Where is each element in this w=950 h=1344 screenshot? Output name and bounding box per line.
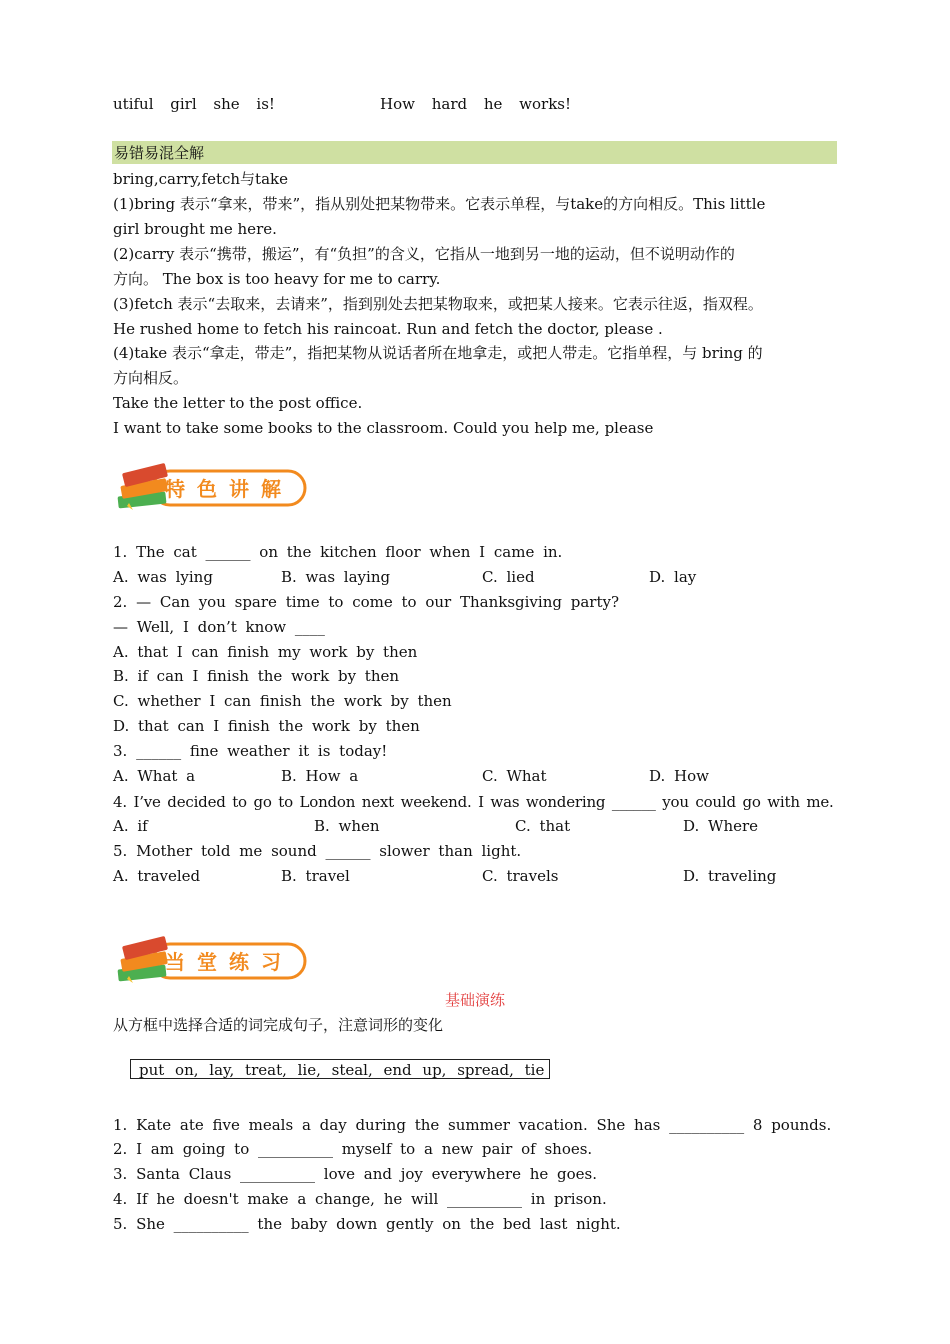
- question-3: 3. ______ fine weather it is today!: [113, 742, 388, 760]
- explanation-line: I want to take some books to the classroom. Could you help me, please: [113, 419, 654, 437]
- explanation-line: 方向相反。: [113, 369, 189, 387]
- explanation-line: (4)take 表示“拿走，带走”，指把某物从说话者所在地拿走，或把人带走。它指单程，与 bring 的: [113, 344, 763, 362]
- option-b: B. travel: [281, 867, 350, 885]
- option-b: B. was laying: [281, 568, 391, 586]
- question-5: 5. Mother told me sound ______ slower than light.: [113, 842, 522, 860]
- option-a: A. traveled: [113, 867, 201, 885]
- question-2: 2. — Can you spare time to come to our Thanksgiving party?: [113, 593, 619, 611]
- option-c: C. What: [482, 767, 547, 785]
- practice-badge: [113, 933, 313, 989]
- option-c: C. whether I can finish the work by then: [113, 692, 452, 710]
- option-d: D. lay: [649, 568, 697, 586]
- explanation-line: (2)carry 表示“携带，搬运”，有“负担”的含义，它指从一地到另一地的运动，但不说明动作的: [113, 245, 735, 263]
- practice-item: 2. I am going to __________ myself to a new pair of shoes.: [113, 1140, 593, 1158]
- practice-item: 4. If he doesn't make a change, he will __________ in prison.: [113, 1190, 607, 1208]
- option-d: D. Where: [683, 817, 759, 835]
- feature-badge: [113, 460, 313, 516]
- section-header: [112, 141, 837, 164]
- option-a: A. was lying: [113, 568, 213, 586]
- explanation-line: girl brought me here.: [113, 220, 277, 238]
- question-1: 1. The cat ______ on the kitchen floor when I came in.: [113, 543, 563, 561]
- option-b: B. when: [314, 817, 380, 835]
- topic-line: bring,carry,fetch与take: [113, 170, 288, 188]
- option-d: D. that can I finish the work by then: [113, 717, 420, 735]
- top-line-right: How hard he works!: [380, 95, 572, 113]
- section-header-text: 易错易混全解: [114, 144, 205, 162]
- badge-text: 特色讲解: [165, 477, 293, 501]
- explanation-line: Take the letter to the post office.: [113, 394, 363, 412]
- option-d: D. How: [649, 767, 709, 785]
- badge-text: 当堂练习: [165, 950, 293, 974]
- option-a: A. if: [113, 817, 148, 835]
- option-a: A. What a: [113, 767, 196, 785]
- practice-item: 5. She __________ the baby down gently on the bed last night.: [113, 1215, 621, 1233]
- practice-instruction: 从方框中选择合适的词完成句子，注意词形的变化: [113, 1016, 444, 1034]
- explanation-line: He rushed home to fetch his raincoat. Run and fetch the doctor, please .: [113, 320, 663, 338]
- word-box: put on, lay, treat, lie, steal, end up, spread, tie: [130, 1059, 550, 1079]
- question-4: 4. I’ve decided to go to London next weekend. I was wondering ______ you could go with me.: [113, 793, 834, 811]
- explanation-line: 方向。 The box is too heavy for me to carry.: [113, 270, 441, 288]
- option-c: C. lied: [482, 568, 535, 586]
- practice-item: 1. Kate ate five meals a day during the summer vacation. She has __________ 8 pounds.: [113, 1116, 832, 1134]
- practice-item: 3. Santa Claus __________ love and joy everywhere he goes.: [113, 1165, 598, 1183]
- option-b: B. if can I finish the work by then: [113, 667, 400, 685]
- option-c: C. travels: [482, 867, 559, 885]
- explanation-line: (1)bring 表示“拿来，带来”，指从别处把某物带来。它表示单程，与take的方向相反。This little: [113, 195, 766, 213]
- option-a: A. that I can finish my work by then: [113, 643, 418, 661]
- option-c: C. that: [515, 817, 571, 835]
- option-b: B. How a: [281, 767, 359, 785]
- practice-title: 基础演练: [444, 991, 505, 1009]
- books-icon: [113, 933, 313, 989]
- explanation-line: (3)fetch 表示“去取来，去请来”，指到别处去把某物取来，或把某人接来。它表示往返，指双程。: [113, 295, 763, 313]
- question-2-reply: — Well, I don’t know ____: [113, 618, 325, 636]
- option-d: D. traveling: [683, 867, 777, 885]
- top-line-left: utiful girl she is!: [113, 95, 275, 113]
- books-icon: [113, 460, 313, 516]
